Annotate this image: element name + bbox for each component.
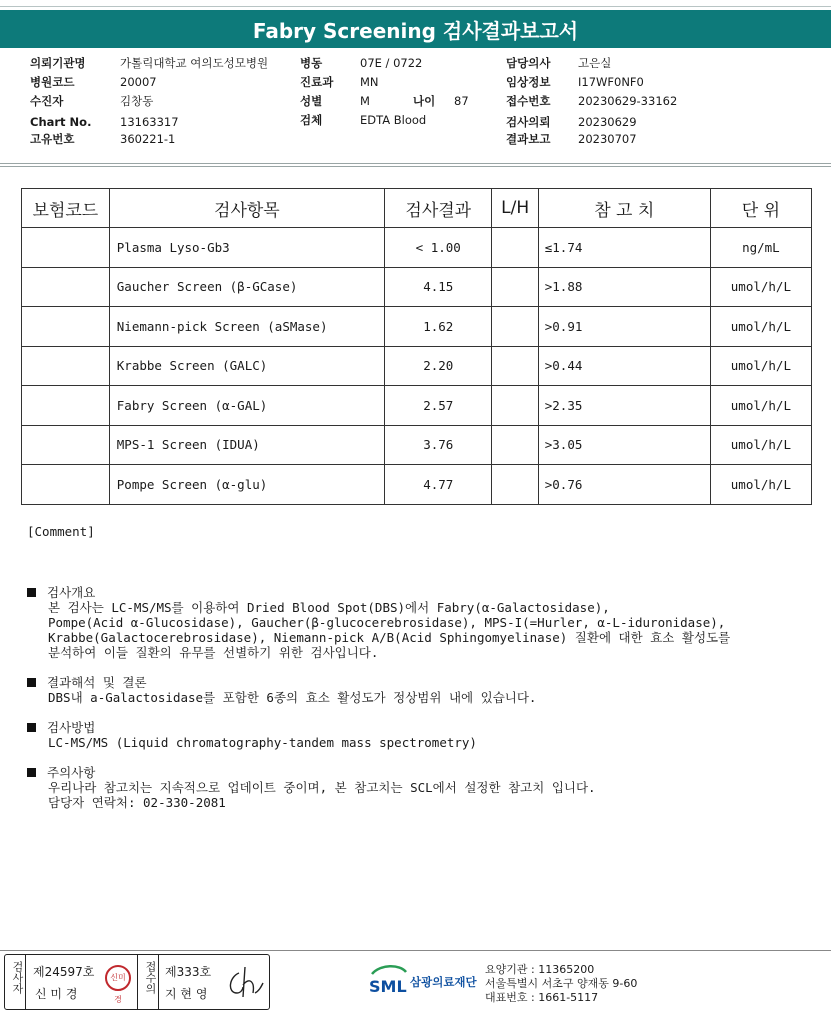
section-body: 본 검사는 LC-MS/MS를 이용하여 Dried Blood Spot(DBS)에서 Fabry(α-Galactosidase), Pompe(Acid α-Glucosidase), Gaucher(β-glucocerebrosidase), MPS-I(=Hurler, α-L-iduronidase), Krabbe(Galactocerebrosidase), Niemann-pick A/B(Acid Sphingomyelinase) 질환에 대한 효소 활성도를 분석하여 이들 질환의 유무를 선별하기 위한 검사입니다. [48,600,731,660]
table-header-row [22,189,812,228]
cell-result: 2.57 [385,386,492,426]
value-patient: 김창동 [120,94,154,108]
table-row [22,465,812,505]
cell-lh [492,465,538,505]
bullet-square-icon [27,678,36,687]
section-heading: 검사방법 [47,720,96,735]
col-header-item: 검사항목 [109,189,384,228]
value-doctor: 고은실 [578,56,612,70]
label-chart-no: Chart No. [30,115,92,129]
cell-result: 2.20 [385,346,492,386]
cell-lh [492,267,538,307]
confirmer-name: 지 현 영 [165,987,208,1001]
cell-unit: umol/h/L [710,425,811,465]
confirmer-label: 접수의 [144,961,157,994]
label-ward: 병동 [300,56,323,70]
col-header-code: 보험코드 [22,189,110,228]
logo-abbr: SML [369,977,407,996]
sml-logo-icon [368,962,410,1000]
bullet-square-icon [27,768,36,777]
section-body: DBS내 a-Galactosidase를 포함한 6종의 효소 활성도가 정상범위 내에 있습니다. [48,690,537,705]
cell-code [22,228,110,268]
section-overview [27,585,730,660]
cell-reference: >0.91 [538,307,710,347]
value-specimen: EDTA Blood [360,113,427,127]
header-divider [0,163,831,164]
cell-result: < 1.00 [385,228,492,268]
lab-info [485,963,637,1005]
lab-address: 서울특별시 서초구 양재동 9-60 [485,977,638,990]
value-age: 87 [454,94,469,108]
bullet-square-icon [27,723,36,732]
section-heading: 주의사항 [47,765,96,780]
cell-code [22,346,110,386]
cell-test-name: Gaucher Screen (β-GCase) [109,267,384,307]
section-heading: 결과해석 및 결론 [47,675,147,690]
value-request-date: 20230629 [578,115,637,129]
label-sex: 성별 [300,94,323,108]
lab-name: 삼광의료재단 [410,975,477,989]
cell-lh [492,307,538,347]
confirmer-license-no: 제333호 [165,965,212,979]
examiner-label-cell [5,955,26,1009]
lab-phone: 대표번호 : 1661-5117 [485,991,599,1004]
col-header-lh: L/H [492,189,538,228]
cell-reference: >0.44 [538,346,710,386]
cell-lh [492,346,538,386]
cell-code [22,465,110,505]
value-hospital-code: 20007 [120,75,157,89]
section-body: LC-MS/MS (Liquid chromatography-tandem mass spectrometry) [48,735,477,750]
col-header-unit: 단 위 [710,189,811,228]
cell-lh [492,425,538,465]
label-request-date: 검사의뢰 [506,115,551,129]
table-row [22,425,812,465]
cell-result: 4.77 [385,465,492,505]
value-chart-no: 13163317 [120,115,179,129]
cell-test-name: Pompe Screen (α-glu) [109,465,384,505]
cell-reference: ≤1.74 [538,228,710,268]
cell-unit: umol/h/L [710,307,811,347]
label-unique-no: 고유번호 [30,132,75,146]
label-department: 진료과 [300,75,334,89]
cell-unit: umol/h/L [710,386,811,426]
value-unique-no: 360221-1 [120,132,176,146]
section-body: 우리나라 참고치는 지속적으로 업데이트 중이며, 본 참고치는 SCL에서 설정한 참고치 입니다. 담당자 연락처: 02-330-2081 [48,780,596,810]
footer-divider [0,950,831,951]
results-table [21,188,812,505]
cell-code [22,386,110,426]
report-title: Fabry Screening 검사결과보고서 [0,10,831,48]
cell-lh [492,386,538,426]
cell-result: 1.62 [385,307,492,347]
header-divider-2 [0,166,831,167]
cell-unit: umol/h/L [710,267,811,307]
value-report-date: 20230707 [578,132,637,146]
cell-unit: ng/mL [710,228,811,268]
col-header-result: 검사결과 [385,189,492,228]
top-rule [0,6,831,7]
cell-code [22,307,110,347]
section-caution [27,765,596,810]
cell-unit: umol/h/L [710,346,811,386]
label-institution: 의뢰기관명 [30,56,86,70]
table-row [22,228,812,268]
value-sex: M [360,94,370,108]
label-clinical-info: 임상정보 [506,75,551,89]
cell-test-name: Plasma Lyso-Gb3 [109,228,384,268]
cell-result: 4.15 [385,267,492,307]
cell-test-name: Krabbe Screen (GALC) [109,346,384,386]
cell-lh [492,228,538,268]
section-interpretation [27,675,536,705]
value-clinical-info: I17WF0NF0 [578,75,644,89]
label-doctor: 담당의사 [506,56,551,70]
examiner-license-no: 제24597호 [33,965,95,979]
section-heading: 검사개요 [47,585,96,600]
cell-reference: >1.88 [538,267,710,307]
label-age: 나이 [413,94,436,108]
examiner-label: 검사자 [11,961,24,994]
cell-reference: >0.76 [538,465,710,505]
table-row [22,267,812,307]
cell-code [22,425,110,465]
handwritten-signature [225,963,265,1001]
cell-test-name: Niemann-pick Screen (aSMase) [109,307,384,347]
bullet-square-icon [27,588,36,597]
comment-label: [Comment] [27,524,95,539]
label-hospital-code: 병원코드 [30,75,75,89]
label-report-date: 결과보고 [506,132,551,146]
lab-code: 요양기관 : 11365200 [485,963,595,976]
cell-reference: >3.05 [538,425,710,465]
cell-unit: umol/h/L [710,465,811,505]
cell-test-name: Fabry Screen (α-GAL) [109,386,384,426]
section-method [27,720,477,750]
value-institution: 가톨릭대학교 여의도성모병원 [120,56,269,70]
cell-test-name: MPS-1 Screen (IDUA) [109,425,384,465]
label-receipt-no: 접수번호 [506,94,551,108]
value-department: MN [360,75,379,89]
cell-reference: >2.35 [538,386,710,426]
value-receipt-no: 20230629-33162 [578,94,678,108]
examiner-seal: 신미경 [105,965,131,991]
col-header-reference: 참 고 치 [538,189,710,228]
label-specimen: 검체 [300,113,323,127]
cell-code [22,267,110,307]
table-row [22,386,812,426]
confirmer-label-cell [137,955,159,1009]
signature-box [4,954,270,1010]
examiner-name: 신 미 경 [35,987,78,1001]
table-row [22,307,812,347]
cell-result: 3.76 [385,425,492,465]
value-ward: 07E / 0722 [360,56,423,70]
label-patient: 수진자 [30,94,64,108]
patient-info [0,55,831,150]
table-row [22,346,812,386]
